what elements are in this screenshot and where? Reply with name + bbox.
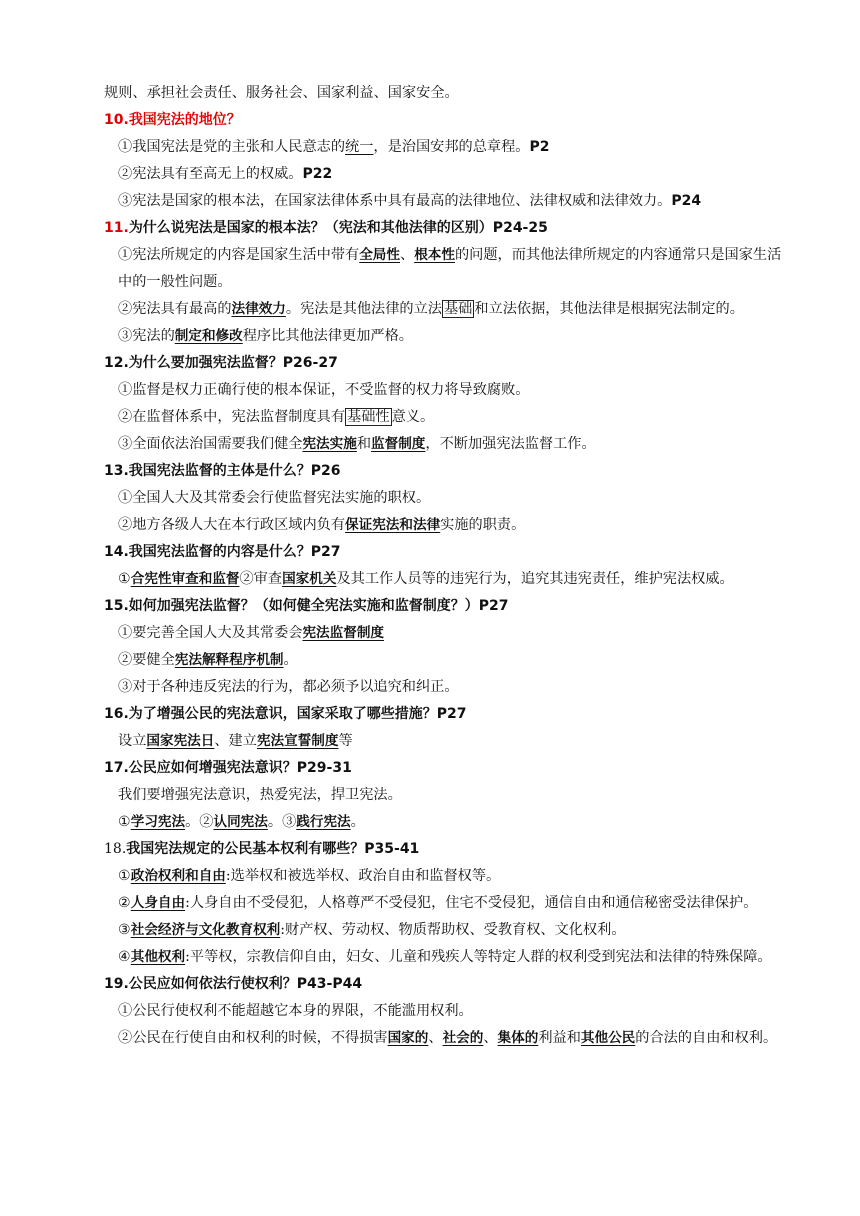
question-number: 10. [104, 112, 129, 128]
answer-15-1 [104, 620, 784, 647]
answer-text: ① [118, 814, 131, 830]
question-16: 16.为了增强公民的宪法意识，国家采取了哪些措施？P27 [104, 706, 467, 722]
boxed-term: 基础性 [347, 409, 390, 425]
question-number: 18. [104, 841, 127, 857]
underlined-term: 统一 [345, 139, 374, 155]
answer-18-3 [104, 917, 784, 944]
question-title: 我国宪法规定的公民基本权利有哪些？P35-41 [126, 841, 420, 857]
answer-text: 和 [356, 436, 372, 452]
key-term: 监督制度 [371, 436, 426, 452]
key-term: 根本性 [414, 247, 455, 263]
answer-text: ② [118, 895, 131, 911]
question-15: 15.如何加强宪法监督？（如何健全宪法实施和监督制度？）P27 [104, 598, 509, 614]
answer-19-1: ①公民行使权利不能超越它本身的界限，不能滥用权利。 [118, 1003, 473, 1019]
answer-19-2 [104, 1025, 784, 1052]
answer-text: :财产权、劳动权、物质帮助权、受教育权、文化权利。 [280, 922, 626, 938]
answer-11-2 [104, 296, 784, 323]
answer-text: ①我国宪法是党的主张和人民意志的 [118, 139, 346, 155]
key-term: 法律效力 [231, 301, 286, 317]
question-11 [104, 215, 784, 242]
answer-12-2 [104, 404, 784, 431]
answer-text: ①宪法所规定的内容是国家生活中带有 [118, 247, 360, 263]
key-term: 其他权利 [130, 949, 186, 965]
answer-text: 。 [350, 814, 365, 830]
answer-text: ，不断加强宪法监督工作。 [425, 436, 596, 452]
answer-14-1 [104, 566, 784, 593]
key-term: 全局性 [359, 247, 400, 263]
key-term: 社会的 [442, 1030, 484, 1046]
answer-text: 。② [185, 814, 214, 830]
key-term: 国家的 [387, 1030, 429, 1046]
answer-text: 设立 [118, 733, 147, 749]
answer-text: 实施的职责。 [440, 517, 526, 533]
answer-17-1: 我们要增强宪法意识，热爱宪法，捍卫宪法。 [118, 787, 402, 803]
answer-text: :平等权，宗教信仰自由，妇女、儿童和残疾人等特定人群的权利受到宪法和法律的特殊保障。 [185, 949, 772, 965]
key-term: 宪法监督制度 [302, 625, 385, 641]
key-term: 社会经济与文化教育权利 [130, 922, 281, 938]
answer-17-2 [104, 809, 784, 836]
answer-10-2 [104, 161, 784, 188]
answer-text: ，是治国安邦的总章程。 [373, 139, 530, 155]
key-term: 制定和修改 [174, 328, 243, 344]
answer-text: 等 [338, 733, 353, 749]
answer-18-2 [104, 890, 784, 917]
page-reference: P2 [529, 139, 550, 155]
answer-15-2 [104, 647, 784, 674]
answer-text: ④ [118, 949, 131, 965]
answer-text: 。宪法是其他法律的立法 [285, 301, 442, 317]
answer-text: ③宪法的 [118, 328, 175, 344]
answer-text: 利益和 [538, 1030, 581, 1046]
answer-text: 和立法依据，其他法律是根据宪法制定的。 [474, 301, 744, 317]
answer-text: ① [118, 868, 131, 884]
answer-text: ②地方各级人大在本行政区域内负有 [118, 517, 346, 533]
answer-text: 程序比其他法律更加严格。 [242, 328, 413, 344]
question-14: 14.我国宪法监督的内容是什么？P27 [104, 544, 341, 560]
question-17: 17.公民应如何增强宪法意识？P29-31 [104, 760, 352, 776]
key-term: 国家机关 [282, 571, 337, 587]
answer-11-1 [104, 242, 784, 296]
answer-text: 、建立 [214, 733, 257, 749]
answer-10-1 [104, 134, 784, 161]
answer-text: 的合法的自由和权利。 [635, 1030, 778, 1046]
answer-12-3 [104, 431, 784, 458]
answer-text: 、 [399, 247, 415, 263]
question-19: 19.公民应如何依法行使权利？P43-P44 [104, 976, 363, 992]
key-term: 认同宪法 [213, 814, 268, 830]
answer-18-4 [104, 944, 784, 971]
key-term: 宪法宣誓制度 [256, 733, 339, 749]
answer-12-1: ①监督是权力正确行使的根本保证，不受监督的权力将导致腐败。 [118, 382, 530, 398]
key-term: 其他公民 [580, 1030, 636, 1046]
key-term: 保证宪法和法律 [345, 517, 441, 533]
answer-text: 及其工作人员等的违宪行为，追究其违宪责任，维护宪法权威。 [336, 571, 734, 587]
answer-15-3: ③对于各种违反宪法的行为，都必须予以追究和纠正。 [118, 679, 459, 695]
answer-text: ②公民在行使自由和权利的时候，不得损害 [118, 1030, 388, 1046]
boxed-term: 基础 [443, 301, 473, 317]
question-number: 11. [104, 220, 129, 236]
answer-text: ③宪法是国家的根本法，在国家法律体系中具有最高的法律地位、法律权威和法律效力。 [118, 193, 672, 209]
answer-text: 意义。 [391, 409, 435, 425]
answer-text: ①要完善全国人大及其常委会 [118, 625, 303, 641]
answer-13-1: ①全国人大及其常委会行使监督宪法实施的职权。 [118, 490, 431, 506]
answer-text: ③ [118, 922, 131, 938]
answer-text: 。③ [267, 814, 297, 830]
key-term: 宪法解释程序机制 [174, 652, 284, 668]
answer-18-1 [104, 863, 784, 890]
page-reference: P24 [671, 193, 702, 209]
question-title: 我国宪法的地位？ [128, 112, 241, 128]
intro-line: 规则、承担社会责任、服务社会、国家利益、国家安全。 [104, 85, 459, 101]
question-12: 12.为什么要加强宪法监督？P26-27 [104, 355, 338, 371]
key-term: 人身自由 [130, 895, 186, 911]
answer-text: 、 [428, 1030, 443, 1046]
key-term: 践行宪法 [296, 814, 351, 830]
question-13: 13.我国宪法监督的主体是什么？P26 [104, 463, 341, 479]
answer-16-1 [104, 728, 784, 755]
answer-text: ②宪法具有至高无上的权威。 [118, 166, 303, 182]
answer-text: :选举权和被选举权、政治自由和监督权等。 [225, 868, 501, 884]
answer-text: :人身自由不受侵犯，人格尊严不受侵犯，住宅不受侵犯，通信自由和通信秘密受法律保护。 [185, 895, 758, 911]
key-term: 政治权利和自由 [130, 868, 226, 884]
answer-text: ②审查 [239, 571, 283, 587]
key-term: 国家宪法日 [146, 733, 215, 749]
answer-text: ②要健全 [118, 652, 175, 668]
key-term: 学习宪法 [130, 814, 186, 830]
answer-text: ① [118, 571, 131, 587]
key-term: 合宪性审查和监督 [130, 571, 240, 587]
answer-text: 。 [283, 652, 298, 668]
answer-text: ③全面依法治国需要我们健全 [118, 436, 303, 452]
answer-13-2 [104, 512, 784, 539]
key-term: 集体的 [497, 1030, 539, 1046]
key-term: 宪法实施 [302, 436, 357, 452]
answer-11-3 [104, 323, 784, 350]
answer-text: ②宪法具有最高的 [118, 301, 232, 317]
answer-text: ②在监督体系中，宪法监督制度具有 [118, 409, 346, 425]
question-title: 为什么说宪法是国家的根本法？（宪法和其他法律的区别）P24-25 [128, 220, 548, 236]
answer-text: 、 [483, 1030, 498, 1046]
answer-text: 的问题，而其他法律所规定的内容通常只是国家生活中的一般性问题。 [118, 247, 782, 290]
question-18 [104, 836, 784, 863]
page-reference: P22 [302, 166, 333, 182]
question-10 [104, 107, 784, 134]
answer-10-3 [104, 188, 784, 215]
